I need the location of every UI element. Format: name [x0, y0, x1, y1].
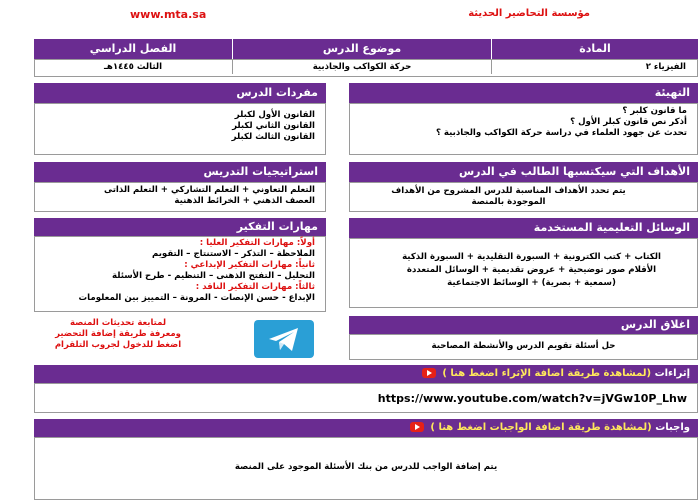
telegram-plane-icon [254, 320, 314, 358]
organization-name: مؤسسة التحاضير الحديثة [468, 8, 590, 19]
homework-text: يتم إضافة الواجب للدرس من بنك الأسئلة الموجود على المنصة [234, 462, 498, 472]
thinking-heading-critical: ثالثاً: مهارات التفكير الناقد : [195, 282, 315, 292]
promo-line: اضغط للدخول لجروب التلقرام [54, 340, 182, 350]
enrichment-video-link[interactable]: (لمشاهدة طريقة اضافة الإثراء اضغط هنا ) [442, 368, 652, 379]
warmup-line: تحدث عن جهود العلماء في دراسة حركة الكواكب والجاذبية ؟ [435, 128, 687, 138]
strategies-line: العصف الذهني + الخرائط الذهنية [174, 196, 315, 206]
homework-bar [34, 419, 698, 437]
goals-text: يتم تحدد الأهداف المناسبة للدرس المشروح من الأهداف الموجودة بالمنصة [391, 186, 626, 207]
vocab-line: القانون الثاني لكبلر [232, 121, 315, 131]
header-lesson-topic: موضوع الدرس [232, 39, 492, 59]
closing-title: اغلاق الدرس [349, 316, 698, 334]
telegram-promo[interactable] [48, 318, 188, 351]
vocab-line: القانون الأول لكبلر [234, 110, 315, 120]
value-semester: الثالث ١٤٤٥هـ [103, 62, 163, 72]
value-lesson-topic: حركة الكواكب والجاذبية [232, 59, 492, 74]
thinking-title: مهارات التفكير [34, 218, 326, 236]
enrichment-body [34, 383, 698, 413]
warmup-body [349, 103, 698, 155]
strategies-body [34, 182, 326, 212]
thinking-line: التحليل – التفتح الذهنى – التنظيم - طرح الأسئلة [112, 271, 315, 281]
tools-title: الوسائل التعليمية المستخدمة [349, 218, 698, 238]
youtube-icon[interactable] [422, 368, 436, 378]
closing-text: حل أسئلة تقويم الدرس والأنشطة المصاحبة [431, 341, 616, 351]
homework-title: واجبات [655, 422, 690, 433]
warmup-line: ما قانون كلبر ؟ [622, 106, 687, 116]
vocab-body [34, 103, 326, 155]
warmup-line: أذكر نص قانون كبلر الأول ؟ [570, 117, 687, 127]
youtube-icon[interactable] [410, 422, 424, 432]
vocab-title: مفردات الدرس [34, 83, 326, 103]
goals-title: الأهداف التي سيكتسبها الطالب في الدرس [349, 162, 698, 182]
strategies-line: التعلم التعاوني + التعلم التشاركي + التعلم الذاتى [104, 185, 315, 195]
header-semester: الفصل الدراسي [89, 42, 177, 55]
goals-body [349, 182, 698, 212]
thinking-line: الإبداع - حسن الإنصات - المرونة – التمييز بين المعلومات [78, 293, 315, 303]
closing-body [349, 334, 698, 360]
promo-line: لمتابعة تحديثات المنصة [69, 318, 167, 328]
telegram-icon[interactable] [254, 320, 314, 358]
enrichment-title: إثراءات [654, 368, 690, 379]
value-subject: الفيزياء ٢ [645, 62, 686, 72]
thinking-heading-creative: ثانياً: مهارات التفكير الإبداعي : [184, 260, 315, 270]
enrichment-bar [34, 365, 698, 383]
thinking-heading-higher: أولاً: مهارات التفكير العليا : [199, 238, 315, 248]
header-subject: المادة [579, 42, 611, 55]
thinking-body [34, 236, 326, 312]
enrichment-url[interactable]: https://www.youtube.com/watch?v=jVGw10P_Lhw [377, 392, 687, 405]
thinking-line: الملاحظة – التذكر – الاستنتاج – التقويم [151, 249, 315, 259]
homework-video-link[interactable]: (لمشاهدة طريقة اضافة الواجبات اضغط هنا ) [430, 422, 652, 433]
vocab-line: القانون الثالث لكبلر [231, 132, 315, 142]
tools-body [349, 238, 698, 308]
promo-line: ومعرفة طريقة إضافة التحضير [55, 329, 181, 339]
strategies-title: استراتيجيات التدريس [34, 162, 326, 182]
site-url[interactable]: www.mta.sa [130, 8, 207, 21]
warmup-title: التهيئة [349, 83, 698, 103]
homework-body [34, 437, 698, 500]
tools-text: الكتاب + كتب الكترونية + السبورة التقليدية + السبورة الذكية الأقلام صور توضيحية + عروض تقديمية + الوسائل المتعددة (سمعية + بصرية) + الوسائط الاجتماعية [402, 252, 661, 288]
